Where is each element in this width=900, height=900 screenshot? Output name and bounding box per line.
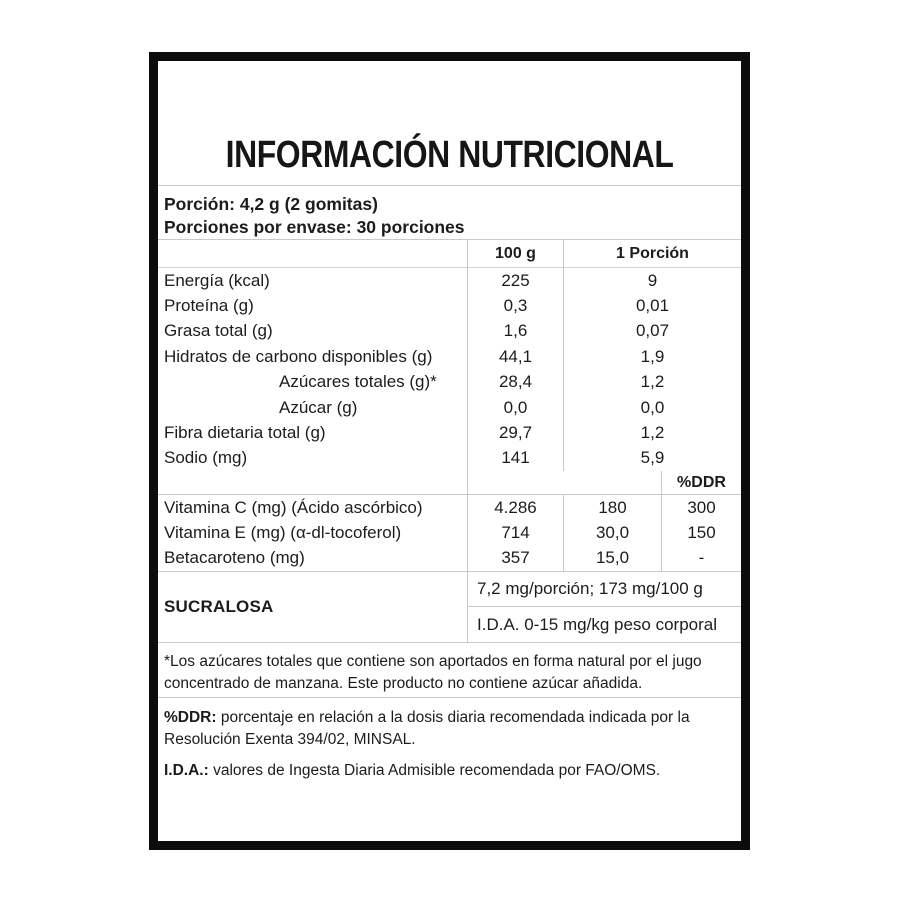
value-portion: 5,9 [563, 446, 741, 471]
footnote-ida [164, 760, 733, 782]
ddr-column-header: %DDR [661, 471, 741, 494]
value-100g: 0,3 [467, 293, 563, 318]
value-100g: 0,0 [467, 395, 563, 420]
value-100g: 44,1 [467, 344, 563, 369]
vitamin-value-portion: 30,0 [563, 520, 661, 545]
footnote-ddr-prefix: %DDR: [164, 709, 217, 727]
sucralosa-ida-line: I.D.A. 0-15 mg/kg peso corporal [467, 607, 741, 642]
nutrient-label-indented: Azúcar (g) [279, 397, 358, 417]
value-100g: 141 [467, 446, 563, 471]
column-header-portion: 1 Porción [563, 240, 741, 268]
nutrition-label [149, 52, 750, 850]
column-header-empty [158, 240, 467, 268]
vitamin-label: Vitamina E (mg) (α-dl-tocoferol) [164, 523, 402, 543]
value-portion: 1,9 [563, 344, 741, 369]
sucralosa-section [158, 572, 741, 643]
footnote-ddr [164, 707, 733, 751]
nutrient-label: Fibra dietaria total (g) [164, 423, 326, 443]
ddr-header-row [158, 471, 741, 495]
footnote-sugars: *Los azúcares totales que contiene son aportados en forma natural por el jugo concentrado de manzana. Este producto no contiene azúcar añadida. [158, 643, 741, 698]
vitamin-value-100g: 357 [467, 546, 563, 571]
vitamin-label: Betacaroteno (mg) [164, 548, 305, 568]
value-portion: 0,01 [563, 293, 741, 318]
title-block [158, 61, 741, 186]
main-nutrient-table [158, 240, 741, 471]
vitamin-value-portion: 180 [563, 495, 661, 520]
serving-size-line: Porción: 4,2 g (2 gomitas) [164, 194, 378, 214]
serving-info [158, 186, 741, 240]
nutrient-label: Proteína (g) [164, 296, 254, 316]
value-portion: 0,07 [563, 319, 741, 344]
value-100g: 29,7 [467, 420, 563, 445]
value-100g: 1,6 [467, 319, 563, 344]
ddr-header-empty [467, 471, 661, 494]
vitamin-value-portion: 15,0 [563, 546, 661, 571]
footnote-ddr-text: porcentaje en relación a la dosis diaria recomendada indicada por la Resolución Exenta 394/02, MINSAL. [164, 709, 690, 749]
sucralosa-amount-line: 7,2 mg/porción; 173 mg/100 g [467, 572, 741, 607]
nutrient-label: Sodio (mg) [164, 448, 248, 468]
value-portion: 1,2 [563, 420, 741, 445]
vitamin-value-100g: 4.286 [467, 495, 563, 520]
vitamin-value-ddr: - [661, 546, 741, 571]
value-portion: 1,2 [563, 370, 741, 395]
footnote-ida-text: valores de Ingesta Diaria Admisible recomendada por FAO/OMS. [208, 762, 661, 780]
nutrient-label-indented: Azúcares totales (g)* [279, 372, 437, 392]
servings-per-container-line: Porciones por envase: 30 porciones [164, 217, 465, 237]
value-portion: 0,0 [563, 395, 741, 420]
footnotes-block [158, 698, 741, 782]
sucralosa-label: SUCRALOSA [164, 597, 274, 617]
ddr-header-empty [158, 471, 467, 494]
vitamins-table [158, 495, 741, 572]
nutrient-label: Grasa total (g) [164, 321, 273, 341]
value-100g: 28,4 [467, 370, 563, 395]
vitamin-label: Vitamina C (mg) (Ácido ascórbico) [164, 497, 423, 517]
vitamin-value-ddr: 300 [661, 495, 741, 520]
nutrient-label: Hidratos de carbono disponibles (g) [164, 346, 433, 366]
column-header-100g: 100 g [467, 240, 563, 268]
nutrient-label: Energía (kcal) [164, 270, 270, 290]
vitamin-value-ddr: 150 [661, 520, 741, 545]
value-portion: 9 [563, 268, 741, 293]
vitamin-value-100g: 714 [467, 520, 563, 545]
page-title: INFORMACIÓN NUTRICIONAL [225, 134, 674, 176]
footnote-ida-prefix: I.D.A.: [164, 762, 209, 780]
value-100g: 225 [467, 268, 563, 293]
